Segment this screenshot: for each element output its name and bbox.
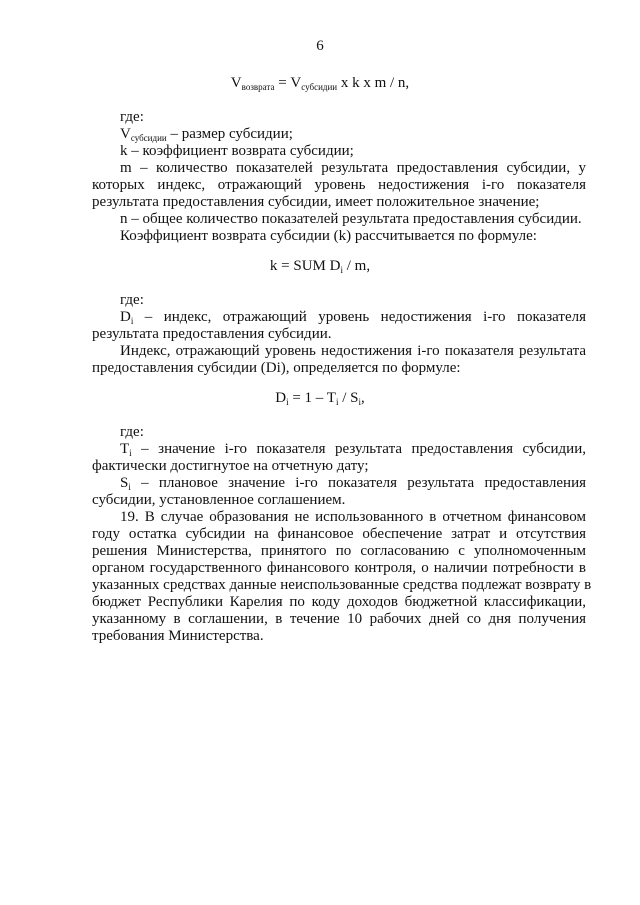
index-intro-line-1: Индекс, отражающий уровень недостижения i-го показателя результата: [120, 343, 586, 359]
def-di-line-2: результата предоставления субсидии.: [92, 326, 332, 342]
para19-line: решения Министерства, принятого по согласованию с уполномоченным: [92, 543, 586, 559]
para19-line: бюджет Республики Карелия по коду доходов бюджетной классификации,: [92, 594, 586, 610]
index-intro-line-2: предоставления субсидии (Di), определяется по формуле:: [92, 360, 461, 376]
formula-di: $D_i = 1 - T_i / S_i$,: [275, 390, 365, 407]
def-m-line-3: результата предоставления субсидии, имеет положительное значение;: [92, 194, 540, 210]
def-di-line-1: $D_i$ – индекс, отражающий уровень недостижения i-го показателя: [120, 309, 586, 326]
def-v-subsidy: $V_{субсидии}$ – размер субсидии;: [120, 126, 293, 143]
para19-line: 19. В случае образования не использованного в отчетном финансовом: [120, 509, 586, 525]
page-number: 6: [316, 38, 324, 54]
def-ti-line-2: фактически достигнутое на отчетную дату;: [92, 458, 369, 474]
def-si-line-1: $S_i$ – плановое значение i-го показателя результата предоставления: [120, 475, 586, 492]
where-label-2: где:: [120, 292, 144, 308]
para19-line: указанному в соглашении, в течение 10 рабочих дней со дня получения: [92, 611, 586, 627]
def-si-line-2: субсидии, установленное соглашением.: [92, 492, 346, 508]
def-m-line-1: m – количество показателей результата предоставления субсидии, у: [120, 160, 586, 176]
where-label-1: где:: [120, 109, 144, 125]
para19-line: указанных средствах данные неиспользованные средства подлежат возврату в: [92, 577, 592, 593]
para19-line: году остатка субсидии на финансовое обеспечение затрат и отсутствия: [92, 526, 586, 542]
def-ti-line-1: $T_i$ – значение i-го показателя результата предоставления субсидии,: [120, 441, 586, 458]
para19-line: требования Министерства.: [92, 628, 264, 644]
formula-return-volume: $V_{возврата} = V_{субсидии}$ x k x m / n,: [230, 75, 410, 92]
def-k: k – коэффициент возврата субсидии;: [120, 143, 354, 159]
k-formula-intro: Коэффициент возврата субсидии (k) рассчитывается по формуле:: [120, 228, 537, 244]
def-n: n – общее количество показателей результата предоставления субсидии.: [120, 211, 582, 227]
def-m-line-2: которых индекс, отражающий уровень недостижения i-го показателя: [92, 177, 586, 193]
formula-k: k = SUM $D_i$ / m,: [269, 258, 371, 275]
where-label-3: где:: [120, 424, 144, 440]
para19-line: органом государственного финансового контроля, о наличии потребности в: [92, 560, 586, 576]
